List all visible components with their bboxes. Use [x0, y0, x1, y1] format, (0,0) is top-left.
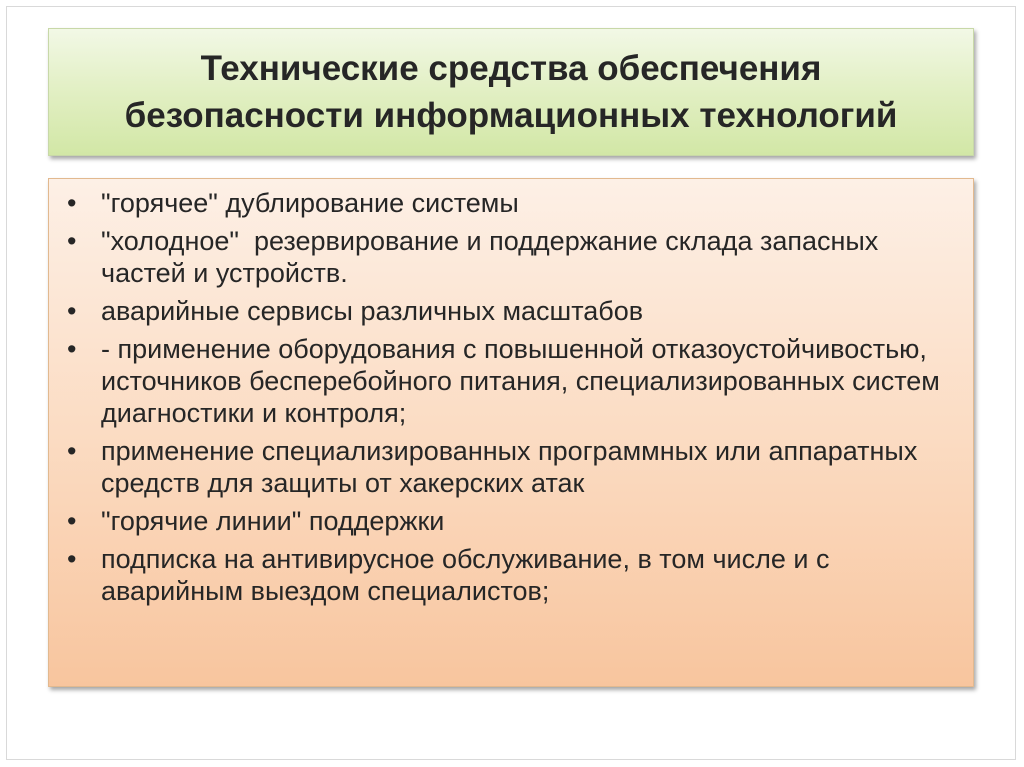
title-line-1: Технические средства обеспечения [200, 49, 822, 88]
list-item [67, 435, 957, 499]
list-item-text: "холодное" резервирование и поддержание склада запасных частей и устройств. [101, 226, 886, 288]
bullet-list [67, 187, 957, 607]
list-item-text: подписка на антивирусное обслуживание, в том числе и с аварийным выездом специалистов; [101, 544, 830, 606]
bullet-icon: • [67, 436, 77, 466]
bullet-icon: • [67, 188, 77, 218]
list-item [67, 505, 957, 537]
list-item [67, 187, 957, 219]
list-item-text: "горячее" дублирование системы [101, 188, 519, 218]
bullet-icon: • [67, 544, 77, 574]
list-item-text: - применение оборудования с повышенной отказоустойчивостью, источников бесперебойного питания, специализированных систем диагностики и контроля; [101, 334, 940, 428]
title-line-2: безопасности информационных технологий [124, 96, 898, 135]
list-item-text: аварийные сервисы различных масштабов [101, 296, 644, 326]
list-item [67, 295, 957, 327]
list-item-text: "горячие линии" поддержки [101, 506, 445, 536]
bullet-icon: • [67, 296, 77, 326]
list-item [67, 543, 957, 607]
title-box [48, 28, 974, 156]
content-box [48, 178, 974, 687]
list-item [67, 333, 957, 429]
bullet-icon: • [67, 334, 77, 364]
list-item-text: применение специализированных программных или аппаратных средств для защиты от хакерских атак [101, 436, 918, 498]
slide-title [125, 45, 898, 139]
bullet-icon: • [67, 506, 77, 536]
bullet-icon: • [67, 226, 77, 256]
list-item [67, 225, 957, 289]
